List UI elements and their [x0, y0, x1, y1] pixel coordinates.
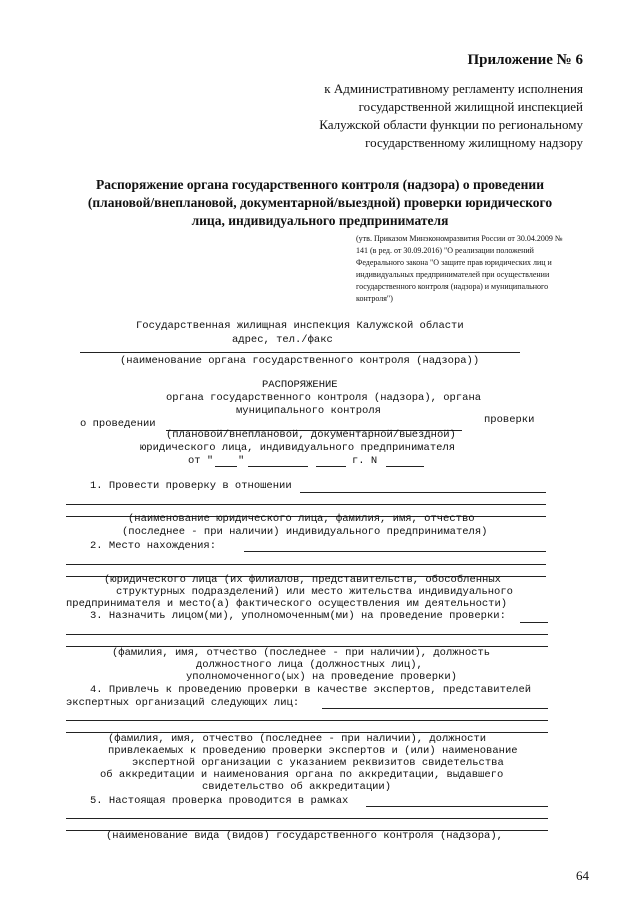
item-2-field[interactable]: [244, 551, 546, 552]
conduct-suffix: проверки: [484, 414, 535, 426]
header-line-4: государственному жилищному надзору: [365, 135, 583, 150]
page-number: 64: [576, 868, 589, 883]
order-line-1: органа государственного контроля (надзора), органа: [166, 392, 482, 404]
approval-line-6: контроля"): [356, 294, 393, 303]
item-5-line-2[interactable]: [66, 818, 548, 819]
org-underline: [80, 352, 520, 353]
approval-line-3: Федерального закона "О защите прав юридических лиц и: [356, 258, 552, 267]
org-address: адрес, тел./факс: [232, 334, 333, 346]
item-4-field[interactable]: [322, 708, 548, 709]
item-2-line-2[interactable]: [66, 564, 546, 565]
order-line-2: муниципального контроля: [236, 405, 381, 417]
item-2-label: 2. Место нахождения:: [90, 540, 217, 552]
org-name: Государственная жилищная инспекция Калужской области: [136, 320, 464, 332]
item-4-caption-2: привлекаемых к проведению проверки экспертов и (или) наименование: [108, 745, 518, 757]
item-4-line-2: экспертных организаций следующих лиц:: [66, 697, 300, 709]
item-1-field[interactable]: [300, 492, 546, 493]
date-number-label: г. N: [352, 455, 378, 467]
item-4-caption-1: (фамилия, имя, отчество (последнее - при наличии), должности: [108, 733, 487, 745]
item-3-line-2[interactable]: [66, 634, 548, 635]
item-4-caption-3: экспертной организации с указанием реквизитов свидетельства: [132, 757, 504, 769]
item-3-caption-2: должностного лица (должностных лиц),: [196, 659, 423, 671]
approval-line-1: (утв. Приказом Минэкономразвития России от 30.04.2009 №: [356, 234, 563, 243]
item-3-caption-1: (фамилия, имя, отчество (последнее - при наличии), должность: [112, 647, 491, 659]
header-line-3: Калужской области функции по региональному: [319, 117, 583, 132]
item-5-caption: (наименование вида (видов) государственного контроля (надзора),: [106, 830, 503, 842]
conduct-prefix: о проведении: [80, 418, 156, 430]
item-2-caption-3: предпринимателя и место(а) фактического осуществления им деятельности): [66, 598, 508, 610]
appendix-title: Приложение № 6: [467, 52, 583, 68]
date-year-field[interactable]: [316, 466, 346, 467]
approval-line-4: индивидуальных предпринимателей при осуществлении: [356, 270, 550, 279]
item-5-field[interactable]: [366, 806, 548, 807]
approval-line-2: 141 (в ред. от 30.09.2016) "О реализации положений: [356, 246, 534, 255]
org-caption: (наименование органа государственного контроля (надзора)): [120, 355, 480, 367]
document-title-line-2: (плановой/внеплановой, документарной/выездной) проверки юридического: [87, 195, 553, 210]
date-prefix: от ": [188, 455, 214, 467]
document-title-line-3: лица, индивидуального предпринимателя: [191, 213, 449, 228]
item-4-caption-4: об аккредитации и наименования органа по аккредитации, выдавшего: [100, 769, 504, 781]
date-mid: ": [238, 455, 245, 467]
item-1-label: 1. Провести проверку в отношении: [90, 480, 292, 492]
item-3-caption-3: уполномоченного(ых) на проведение проверки): [186, 671, 457, 683]
item-5-label: 5. Настоящая проверка проводится в рамках: [90, 795, 349, 807]
header-line-1: к Административному регламенту исполнения: [324, 81, 583, 96]
date-month-field[interactable]: [248, 466, 308, 467]
date-day-field[interactable]: [215, 466, 237, 467]
item-3-label: 3. Назначить лицом(ми), уполномоченным(ми) на проведение проверки:: [90, 610, 506, 622]
item-1-caption-2: (последнее - при наличии) индивидуального предпринимателя): [122, 526, 488, 538]
item-2-caption-1: (юридического лица (их филиалов, представительств, обособленных: [104, 574, 501, 586]
header-line-2: государственной жилищной инспекцией: [358, 99, 583, 114]
order-heading: РАСПОРЯЖЕНИЕ: [262, 379, 338, 391]
item-4-caption-5: свидетельство об аккредитации): [202, 781, 392, 793]
item-3-field[interactable]: [520, 622, 548, 623]
item-1-caption-1: (наименование юридического лица, фамилия, имя, отчество: [128, 513, 475, 525]
approval-line-5: государственного контроля (надзора) и муниципального: [356, 282, 549, 291]
item-4-line-1: 4. Привлечь к проведению проверки в качестве экспертов, представителей: [90, 684, 532, 696]
document-title-line-1: Распоряжение органа государственного контроля (надзора) о проведении: [96, 177, 544, 192]
item-1-line-2[interactable]: [66, 504, 546, 505]
item-4-line-3[interactable]: [66, 720, 548, 721]
conduct-caption: (плановой/внеплановой, документарной/выездной): [166, 429, 456, 441]
item-2-caption-2: структурных подразделений) или место жительства индивидуального: [116, 586, 513, 598]
date-number-field[interactable]: [386, 466, 424, 467]
subject-line: юридического лица, индивидуального предпринимателя: [140, 442, 456, 454]
